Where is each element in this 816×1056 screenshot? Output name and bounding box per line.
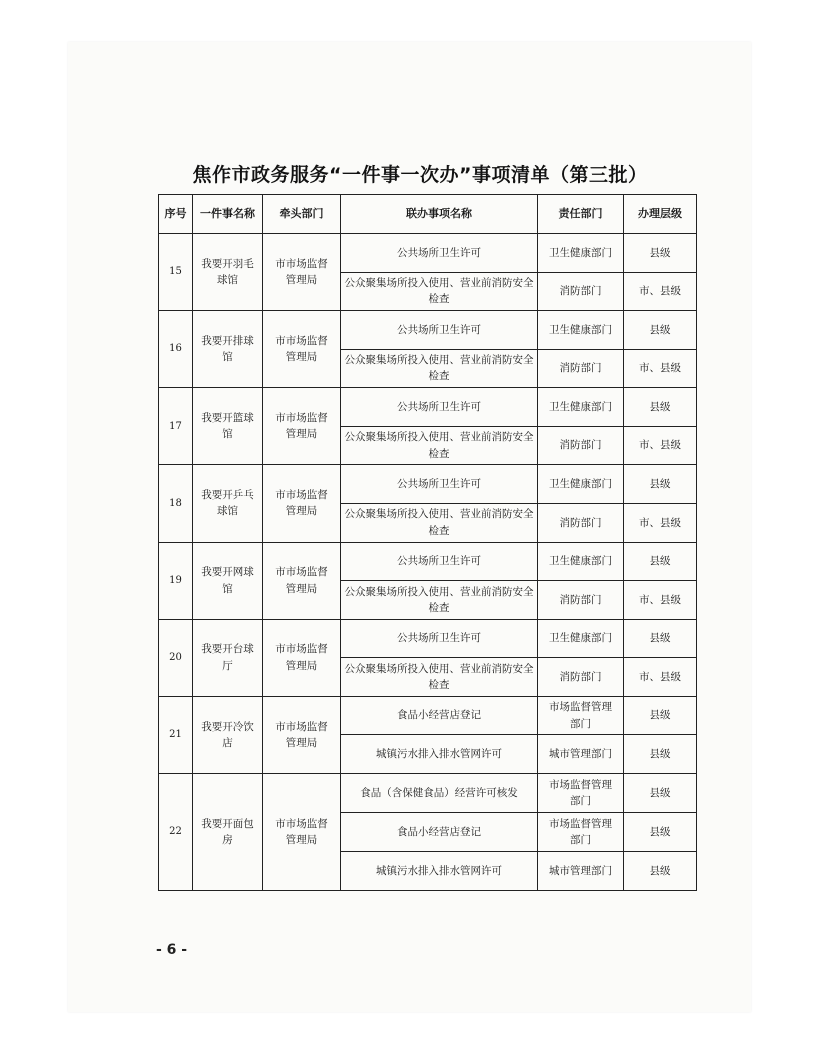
level-cell: 市、县级 <box>624 503 697 542</box>
matter-name-cell: 我要开面包房 <box>193 773 263 890</box>
lead-department-cell: 市市场监督管理局 <box>263 465 341 542</box>
serial-number-cell: 17 <box>159 388 193 465</box>
joint-item-cell: 公众聚集场所投入使用、营业前消防安全检查 <box>341 581 538 620</box>
responsible-department-cell: 消防部门 <box>538 272 624 311</box>
joint-item-cell: 公共场所卫生许可 <box>341 388 538 427</box>
matter-name-cell: 我要开网球馆 <box>193 542 263 619</box>
header-responsible-department: 责任部门 <box>538 195 624 234</box>
level-cell: 县级 <box>624 234 697 273</box>
serial-number-cell: 16 <box>159 311 193 388</box>
joint-item-cell: 食品（含保健食品）经营许可核发 <box>341 773 538 812</box>
level-cell: 市、县级 <box>624 658 697 697</box>
level-cell: 县级 <box>624 542 697 581</box>
joint-item-cell: 公众聚集场所投入使用、营业前消防安全检查 <box>341 426 538 465</box>
header-level: 办理层级 <box>624 195 697 234</box>
matter-name-cell: 我要开篮球馆 <box>193 388 263 465</box>
lead-department-cell: 市市场监督管理局 <box>263 696 341 773</box>
level-cell: 县级 <box>624 735 697 774</box>
page-number: - 6 - <box>156 942 188 958</box>
level-cell: 县级 <box>624 851 697 890</box>
responsible-department-cell: 卫生健康部门 <box>538 542 624 581</box>
level-cell: 县级 <box>624 619 697 658</box>
serial-number-cell: 22 <box>159 773 193 890</box>
responsible-department-cell: 消防部门 <box>538 503 624 542</box>
lead-department-cell: 市市场监督管理局 <box>263 542 341 619</box>
serial-number-cell: 20 <box>159 619 193 696</box>
joint-item-cell: 公共场所卫生许可 <box>341 619 538 658</box>
joint-item-cell: 城镇污水排入排水管网许可 <box>341 851 538 890</box>
level-cell: 县级 <box>624 388 697 427</box>
joint-item-cell: 食品小经营店登记 <box>341 696 538 735</box>
responsible-department-cell: 消防部门 <box>538 349 624 388</box>
matters-table <box>158 194 697 891</box>
responsible-department-cell: 消防部门 <box>538 581 624 620</box>
responsible-department-cell: 卫生健康部门 <box>538 619 624 658</box>
joint-item-cell: 公共场所卫生许可 <box>341 465 538 504</box>
joint-item-cell: 公众聚集场所投入使用、营业前消防安全检查 <box>341 658 538 697</box>
responsible-department-cell: 卫生健康部门 <box>538 311 624 350</box>
joint-item-cell: 公众聚集场所投入使用、营业前消防安全检查 <box>341 349 538 388</box>
joint-item-cell: 食品小经营店登记 <box>341 812 538 851</box>
table-row <box>159 388 697 427</box>
responsible-department-cell: 市场监督管理部门 <box>538 773 624 812</box>
level-cell: 县级 <box>624 812 697 851</box>
matter-name-cell: 我要开冷饮店 <box>193 696 263 773</box>
table-body <box>159 234 697 891</box>
serial-number-cell: 21 <box>159 696 193 773</box>
responsible-department-cell: 城市管理部门 <box>538 735 624 774</box>
level-cell: 市、县级 <box>624 349 697 388</box>
responsible-department-cell: 消防部门 <box>538 426 624 465</box>
serial-number-cell: 19 <box>159 542 193 619</box>
table-row <box>159 542 697 581</box>
table-row <box>159 696 697 735</box>
level-cell: 市、县级 <box>624 426 697 465</box>
lead-department-cell: 市市场监督管理局 <box>263 388 341 465</box>
joint-item-cell: 公共场所卫生许可 <box>341 542 538 581</box>
document-title: 焦作市政务服务“一件事一次办”事项清单（第三批） <box>192 164 648 186</box>
responsible-department-cell: 市场监督管理部门 <box>538 696 624 735</box>
table-row <box>159 311 697 350</box>
serial-number-cell: 15 <box>159 234 193 311</box>
joint-item-cell: 公共场所卫生许可 <box>341 234 538 273</box>
matter-name-cell: 我要开排球馆 <box>193 311 263 388</box>
joint-item-cell: 城镇污水排入排水管网许可 <box>341 735 538 774</box>
header-lead-department: 牵头部门 <box>263 195 341 234</box>
level-cell: 县级 <box>624 311 697 350</box>
table-row <box>159 234 697 273</box>
lead-department-cell: 市市场监督管理局 <box>263 311 341 388</box>
level-cell: 市、县级 <box>624 581 697 620</box>
lead-department-cell: 市市场监督管理局 <box>263 773 341 890</box>
level-cell: 县级 <box>624 696 697 735</box>
matter-name-cell: 我要开乒乓球馆 <box>193 465 263 542</box>
table-header-row <box>159 195 697 234</box>
responsible-department-cell: 卫生健康部门 <box>538 234 624 273</box>
responsible-department-cell: 卫生健康部门 <box>538 388 624 427</box>
lead-department-cell: 市市场监督管理局 <box>263 619 341 696</box>
serial-number-cell: 18 <box>159 465 193 542</box>
matter-name-cell: 我要开台球厅 <box>193 619 263 696</box>
level-cell: 市、县级 <box>624 272 697 311</box>
table-row <box>159 619 697 658</box>
table-row <box>159 773 697 812</box>
table-row <box>159 465 697 504</box>
matter-name-cell: 我要开羽毛球馆 <box>193 234 263 311</box>
joint-item-cell: 公众聚集场所投入使用、营业前消防安全检查 <box>341 503 538 542</box>
lead-department-cell: 市市场监督管理局 <box>263 234 341 311</box>
responsible-department-cell: 消防部门 <box>538 658 624 697</box>
joint-item-cell: 公众聚集场所投入使用、营业前消防安全检查 <box>341 272 538 311</box>
joint-item-cell: 公共场所卫生许可 <box>341 311 538 350</box>
header-joint-item: 联办事项名称 <box>341 195 538 234</box>
level-cell: 县级 <box>624 773 697 812</box>
responsible-department-cell: 城市管理部门 <box>538 851 624 890</box>
responsible-department-cell: 卫生健康部门 <box>538 465 624 504</box>
header-serial-no: 序号 <box>159 195 193 234</box>
responsible-department-cell: 市场监督管理部门 <box>538 812 624 851</box>
level-cell: 县级 <box>624 465 697 504</box>
header-matter-name: 一件事名称 <box>193 195 263 234</box>
